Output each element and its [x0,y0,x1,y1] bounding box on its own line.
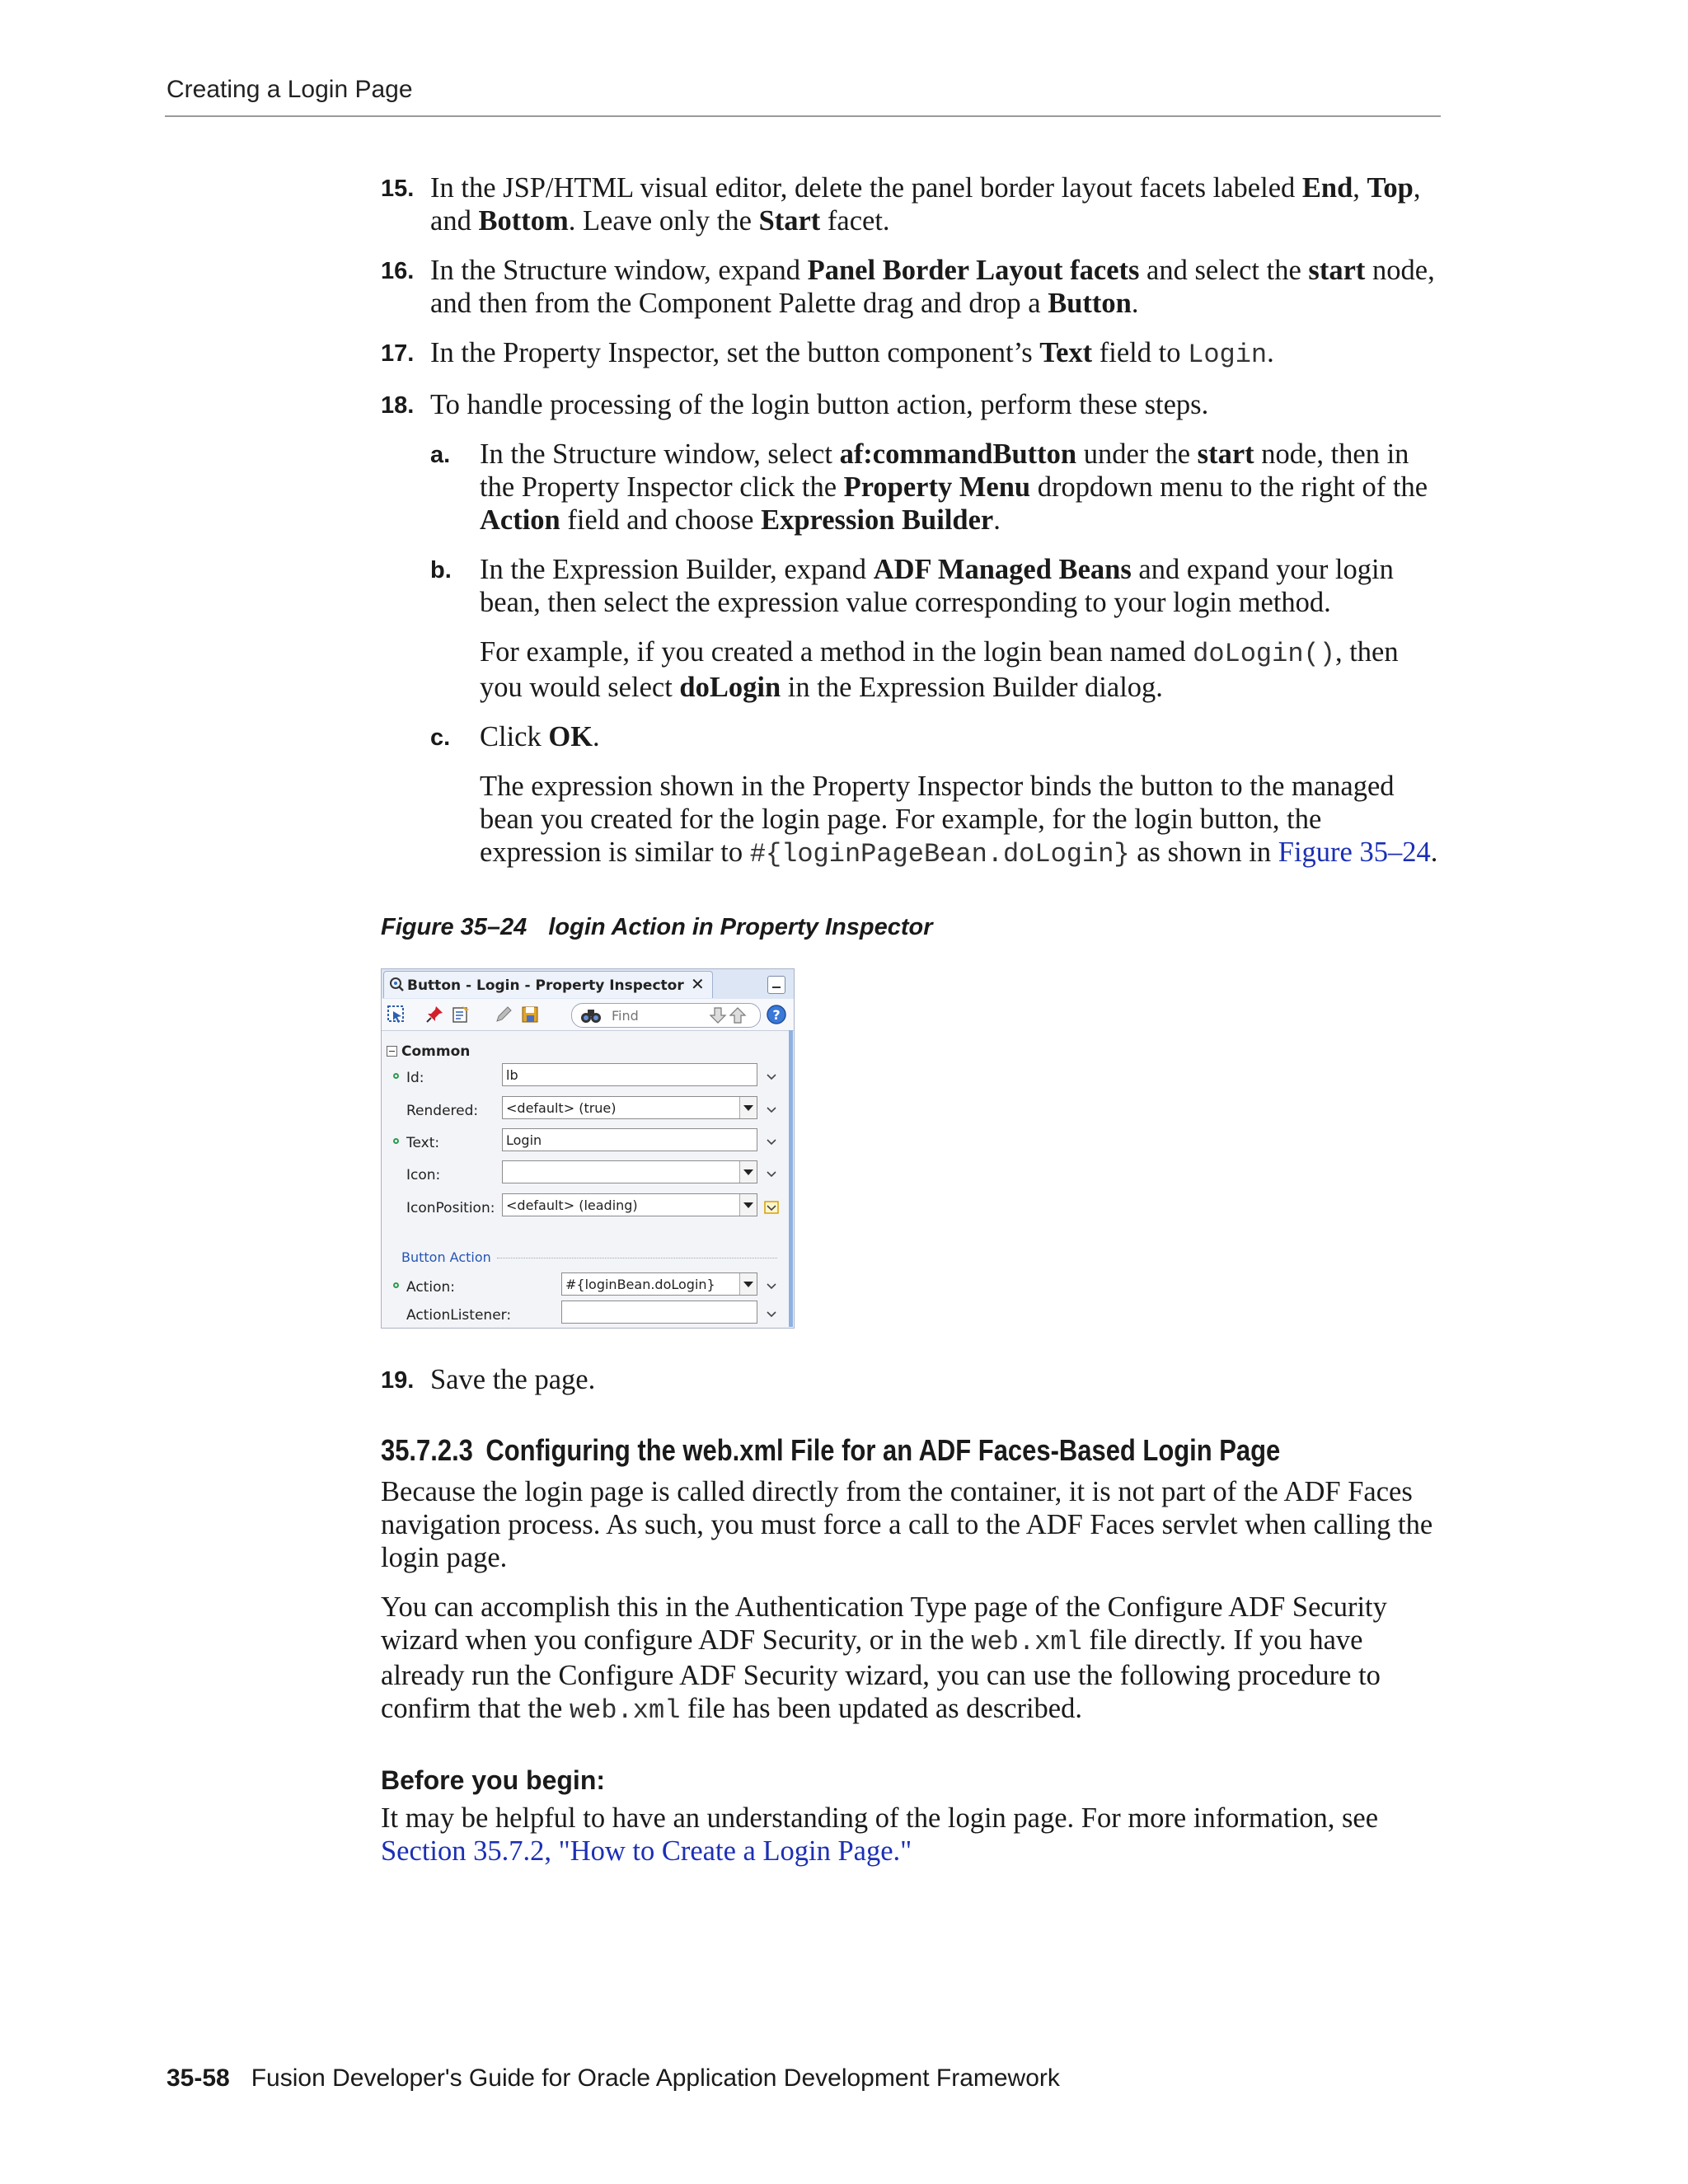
step-18 [381,388,1444,871]
body-paragraph: Because the login page is called directly from the container, it is not part of the ADF Faces navigation process. As such, you must force a call to the ADF Faces servlet when calling the login page. [381,1476,1433,1573]
property-inspector-figure [381,968,795,1329]
set-value-indicator-icon [393,1073,399,1079]
step-text: In the Structure window, expand [430,255,808,286]
step-text: under the [1076,438,1198,470]
step-text: , and [430,172,1421,237]
substep-c [430,720,1444,871]
property-row-actionlistener [382,1301,789,1327]
step-bold: Property Menu [843,471,1031,503]
minimize-button[interactable] [767,976,785,994]
step-text: , [1353,172,1367,204]
field-value: lb [506,1067,518,1083]
step-text: Save the page. [430,1364,596,1395]
dropdown-arrow-icon[interactable] [739,1273,757,1295]
step-bold: doLogin [679,672,781,703]
step-text: and expand your login bean, then select the expression value corresponding to your login method. [480,554,1394,618]
save-icon[interactable] [520,1005,540,1024]
step-text: field and choose [560,504,762,536]
step-bold: Panel Border Layout facets [807,255,1140,286]
svg-text:?: ? [772,1007,781,1023]
step-text: . [1131,288,1139,319]
group-label-button-action: Button Action [401,1249,491,1265]
code-literal: web.xml [569,1695,681,1726]
dropdown-arrow-icon[interactable] [739,1161,757,1183]
code-literal: web.xml [971,1627,1082,1657]
step-text: . Leave only the [568,205,759,237]
chevron-down-icon[interactable] [764,1103,779,1118]
section-common-header[interactable] [387,1043,470,1060]
step-text: node, and then from the Component Palette drag and drop a [430,255,1435,319]
body-text: file has been updated as described. [680,1693,1082,1724]
field-value: Login [506,1132,542,1148]
page-number: 35-58 [166,2064,230,2092]
step-bold: ADF Managed Beans [873,554,1132,585]
property-label: Rendered: [406,1103,479,1119]
step-15 [381,171,1444,237]
step-number: 17. [381,340,415,367]
substep-paragraph [480,770,1444,871]
substep-letter: b. [430,557,452,583]
close-icon[interactable]: ✕ [691,974,705,994]
find-box [571,1003,761,1028]
inspector-icon [389,977,404,991]
step-number: 18. [381,392,415,419]
inspector-scroll-edge [789,1030,793,1327]
step-text: facet. [820,205,890,237]
chevron-down-icon[interactable] [764,1307,779,1322]
book-title: Fusion Developer's Guide for Oracle Application Development Framework [251,2064,1060,2092]
section-number: 35.7.2.3 [381,1433,473,1467]
step-text: node, then in the Property Inspector click the [480,438,1409,503]
step-number: 16. [381,258,415,284]
substep-letter: a. [430,442,451,468]
step-bold: Start [758,205,821,237]
step-text: The expression shown in the Property Inspector binds the button to the managed bean you created for the login page. For example, for the login button, the expression is similar to [480,771,1395,868]
body-text: It may be helpful to have an understanding of the login page. For more information, see [381,1802,1379,1834]
find-next-icon[interactable] [709,1006,727,1024]
collapse-icon[interactable] [387,1046,397,1057]
step-text: . [1430,837,1438,868]
body-text: You can accomplish this in the Authentication Type page of the Configure ADF Security wizard when you configure ADF Security, or in the [381,1591,1387,1656]
step-16 [381,254,1444,320]
section-link[interactable]: Section 35.7.2, "How to Create a Login Page." [381,1835,912,1867]
property-label: Icon: [406,1167,441,1183]
step-bold: Action [480,504,560,536]
step-17 [381,336,1444,372]
inspector-titlebar [382,969,794,999]
step-text: In the Structure window, select [480,438,840,470]
step-text: as shown in [1129,837,1278,868]
code-literal: #{loginPageBean.doLogin} [749,839,1130,869]
help-icon[interactable] [766,1004,787,1025]
set-value-indicator-icon [393,1138,399,1144]
field-value: #{loginBean.doLogin} [565,1277,715,1292]
property-row-action [382,1272,789,1299]
step-text: In the Expression Builder, expand [480,554,874,585]
step-text: and select the [1139,255,1309,286]
step-text: . [1267,337,1274,368]
step-text: . [993,504,1001,536]
substep-b [430,553,1444,704]
find-previous-icon[interactable] [729,1006,747,1024]
running-header: Creating a Login Page [166,76,413,103]
property-row-id [382,1063,789,1090]
figure-title: login Action in Property Inspector [548,914,933,940]
step-bold: Top [1367,172,1414,204]
property-label: Text: [406,1135,440,1151]
chevron-down-icon[interactable] [764,1135,779,1150]
step-text: Click [480,721,549,752]
substeps [430,438,1444,871]
step-text: For example, if you created a method in the login bean named [480,636,1193,668]
step-bold: Bottom [478,205,569,237]
action-combo[interactable] [561,1272,757,1296]
property-menu-icon[interactable] [764,1200,779,1215]
body-paragraph [381,1802,1444,1868]
chevron-down-icon[interactable] [764,1279,779,1294]
step-text: , then you would select [480,636,1399,703]
rendered-select[interactable] [502,1096,757,1119]
id-field[interactable] [502,1063,757,1086]
find-input[interactable] [612,1007,702,1024]
set-value-indicator-icon [393,1282,399,1288]
step-text: . [593,721,600,752]
actionlistener-field[interactable] [561,1301,757,1324]
step-bold: End [1301,172,1353,204]
step-text: In the JSP/HTML visual editor, delete the panel border layout facets labeled [430,172,1302,204]
property-row-iconposition [382,1193,789,1220]
property-row-icon [382,1160,789,1187]
body-paragraph [381,1591,1444,1727]
chevron-down-icon[interactable] [764,1167,779,1182]
header-rule [165,115,1441,117]
section-heading [381,1434,1295,1467]
figure-link[interactable]: Figure 35–24 [1278,837,1431,868]
binoculars-icon[interactable] [580,1006,602,1024]
property-label: Id: [406,1070,424,1086]
step-text: In the Property Inspector, set the button component’s [430,337,1040,368]
step-bold: af:commandButton [839,438,1077,470]
section-title: Configuring the web.xml File for an ADF Faces-Based Login Page [485,1433,1281,1467]
page-footer [166,2064,1060,2093]
step-bold: start [1308,255,1366,286]
pin-icon[interactable] [424,1005,444,1024]
inspector-tab-title: Button - Login - Property Inspector [407,977,684,994]
step-number: 19. [381,1367,415,1394]
step-bold: start [1197,438,1254,470]
step-19 [381,1363,1444,1396]
figure-caption [381,911,1444,944]
step-text: in the Expression Builder dialog. [781,672,1163,703]
property-row-rendered [382,1096,789,1122]
step-bold: Button [1048,288,1132,319]
step-bold: Text [1039,337,1093,368]
text-field[interactable] [502,1128,757,1151]
property-row-text [382,1128,789,1155]
step-text: To handle processing of the login button action, perform these steps. [430,389,1209,420]
chevron-down-icon[interactable] [764,1070,779,1085]
dropdown-arrow-icon[interactable] [739,1194,757,1216]
substep-letter: c. [430,724,451,751]
code-literal: doLogin() [1193,639,1335,669]
section-title: Common [401,1043,471,1060]
page-content [381,171,1444,1884]
inspector-tab[interactable] [383,971,713,998]
property-label: ActionListener: [406,1307,512,1324]
figure-label: Figure 35–24 [381,914,528,940]
select-icon[interactable] [387,1005,406,1024]
edit-properties-icon[interactable] [451,1005,471,1024]
code-literal: Login [1188,340,1268,370]
body-text: file directly. If you have already run the Configure ADF Security wizard, you can use the following procedure to confirm that the [381,1624,1381,1724]
step-bold: OK [548,721,593,752]
inspector-toolbar [382,999,794,1031]
iconposition-select[interactable] [502,1193,757,1216]
property-label: IconPosition: [406,1200,495,1216]
field-value: <default> (true) [506,1100,617,1116]
substep-a [430,438,1444,537]
field-value: <default> (leading) [506,1197,638,1213]
step-bold: Expression Builder [761,504,994,536]
substep-paragraph [480,635,1444,704]
before-you-begin-heading: Before you begin: [381,1765,606,1795]
icon-combo[interactable] [502,1160,757,1183]
dropdown-arrow-icon[interactable] [739,1097,757,1118]
property-label: Action: [406,1279,455,1296]
step-text: field to [1092,337,1189,368]
step-number: 15. [381,176,415,202]
step-text: dropdown menu to the right of the [1030,471,1428,503]
pencil-icon[interactable] [494,1005,513,1024]
